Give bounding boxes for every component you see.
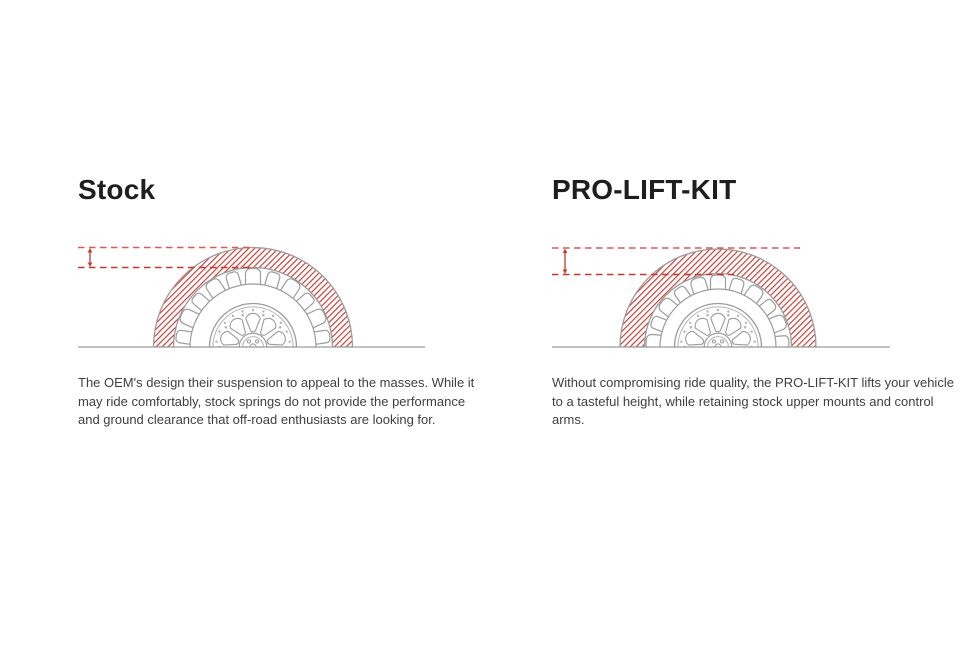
description-line: may ride comfortably, stock springs do not provide the performance xyxy=(78,393,466,409)
description-line: to a tasteful height, while retaining stock upper mounts and control xyxy=(552,393,934,409)
pro-lift-kit-panel xyxy=(552,0,954,647)
wheel-well-group xyxy=(620,249,816,356)
description-line: The OEM's design their suspension to appeal to the masses. While it xyxy=(78,375,475,390)
description-line: Without compromising ride quality, the PRO-LIFT-KIT lifts your vehicle xyxy=(552,375,954,390)
stock-panel xyxy=(78,0,475,647)
wheel-well-group xyxy=(154,248,353,356)
stock-title: Stock xyxy=(78,174,156,205)
pro-lift-kit-title: PRO-LIFT-KIT xyxy=(552,174,737,205)
lift-measure-arrow-icon xyxy=(88,248,93,267)
description-line: arms. xyxy=(552,412,585,427)
stock-description xyxy=(78,374,474,430)
stock-wheel-diagram xyxy=(78,238,426,356)
lift-measure-arrow-icon xyxy=(563,249,568,275)
pro-lift-kit-description xyxy=(552,374,954,430)
description-line: and ground clearance that off-road enthusiasts are looking for. xyxy=(78,412,436,427)
pro-lift-kit-wheel-diagram xyxy=(552,238,890,356)
